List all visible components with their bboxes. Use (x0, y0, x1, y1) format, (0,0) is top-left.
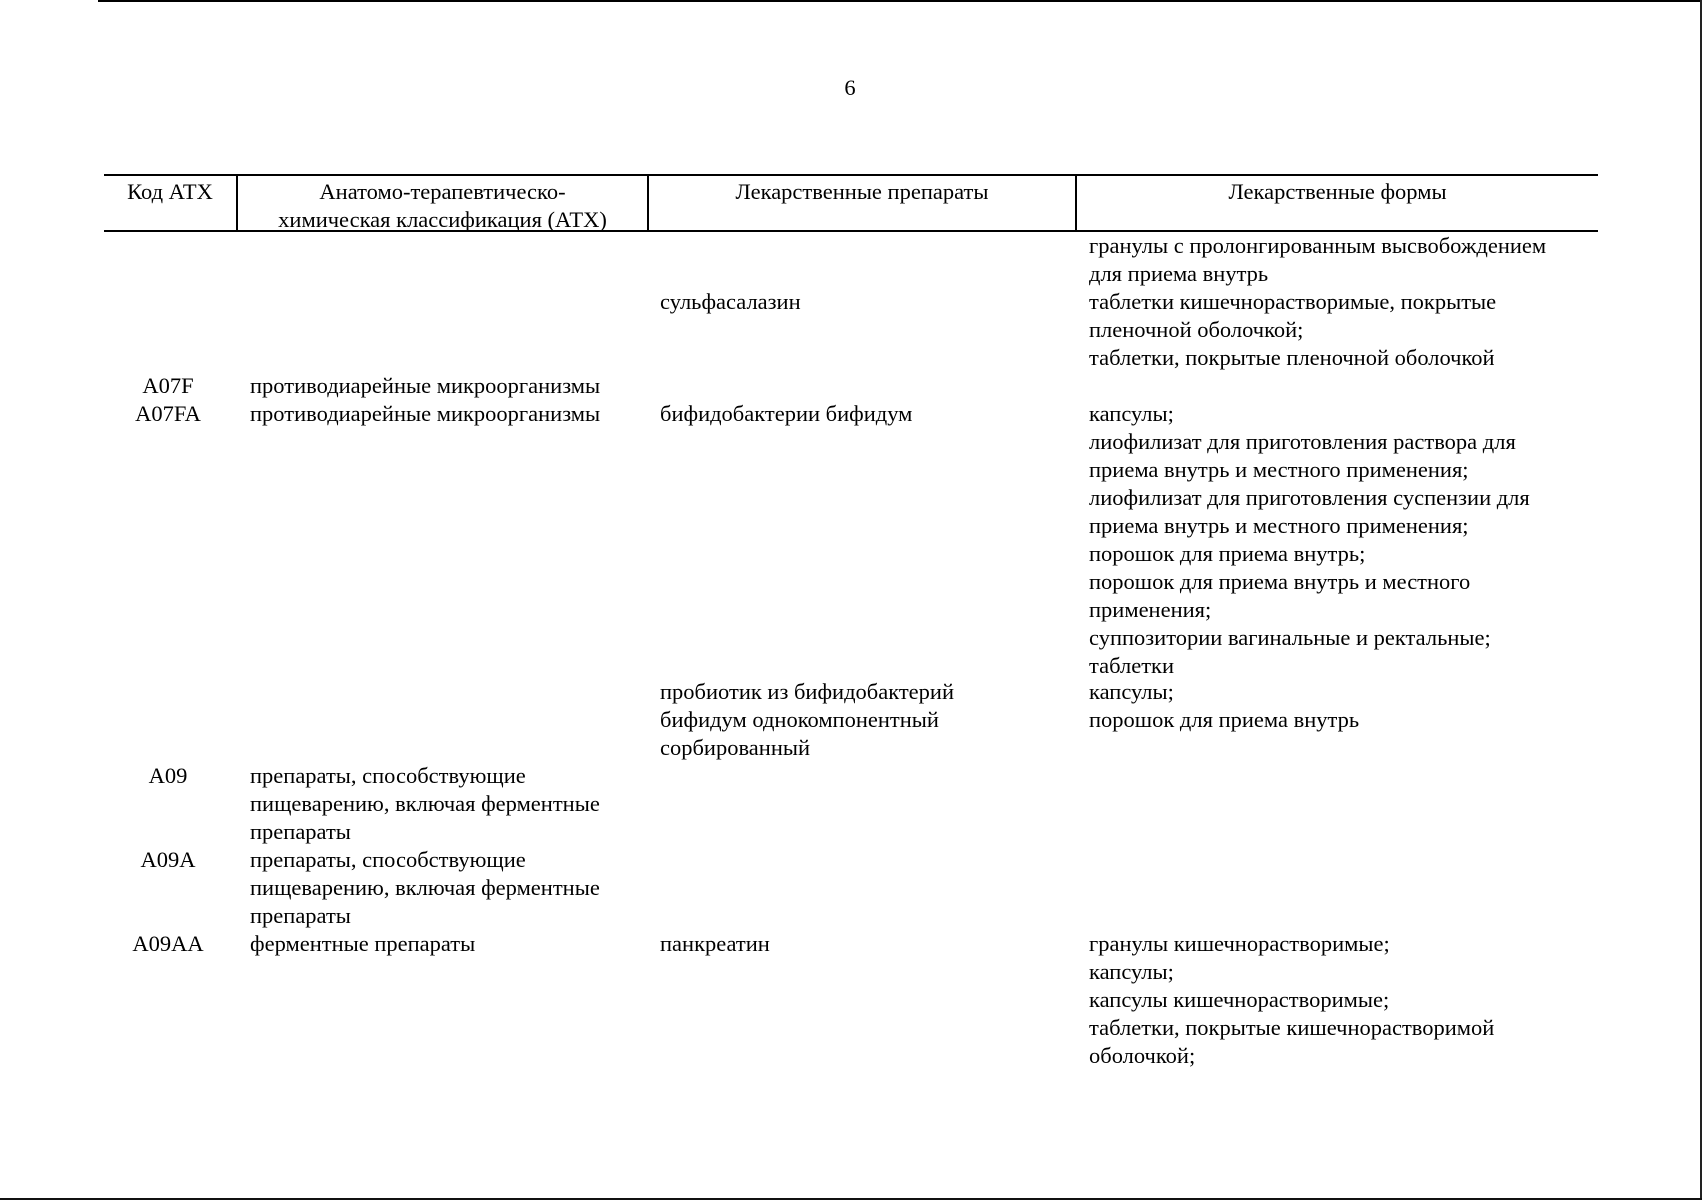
form-line: пленочной оболочкой; (1089, 317, 1304, 342)
class-line: препараты (250, 903, 351, 928)
form-line: капсулы; (1089, 401, 1174, 426)
class-line: препараты (250, 819, 351, 844)
form-line: лиофилизат для приготовления суспензии для (1089, 485, 1530, 510)
form-line: гранулы с пролонгированным высвобождением (1089, 233, 1547, 258)
drug-line: бифидум однокомпонентный (660, 707, 939, 732)
form-line: таблетки, покрытые пленочной оболочкой (1089, 345, 1495, 370)
form-line: капсулы; (1089, 959, 1174, 984)
drug-sulfasalazine: сульфасалазин (660, 289, 801, 314)
form-line: приема внутрь и местного применения; (1089, 457, 1469, 482)
form-line: капсулы кишечнорастворимые; (1089, 987, 1390, 1012)
header-atc-classification-line1: Анатомо-терапевтическо- (319, 179, 566, 204)
atc-code-a09: A09 (148, 763, 188, 788)
drug-pancreatin: панкреатин (660, 931, 770, 956)
form-line: порошок для приема внутрь и местного (1089, 569, 1471, 594)
form-line: порошок для приема внутрь (1089, 707, 1360, 732)
atc-code-a09aa: A09AA (132, 931, 204, 956)
header-atc-classification (238, 178, 647, 234)
page-number: 6 (844, 75, 856, 100)
form-line: приема внутрь и местного применения; (1089, 513, 1469, 538)
drug-line: пробиотик из бифидобактерий (660, 679, 954, 704)
class-line: препараты, способствующие (250, 763, 526, 788)
dosage-forms-sulfasalazine (1089, 232, 1546, 372)
dosage-forms-pancreatin (1089, 930, 1494, 1070)
header-medicines: Лекарственные препараты (735, 179, 989, 204)
form-line: порошок для приема внутрь; (1089, 541, 1366, 566)
form-line: гранулы кишечнорастворимые; (1089, 931, 1390, 956)
header-bottom-rule-col3 (648, 230, 1076, 232)
dosage-forms-probiotic (1089, 678, 1359, 734)
header-dosage-forms: Лекарственные формы (1228, 179, 1447, 204)
header-atc-code: Код АТХ (127, 179, 213, 204)
drug-line: сорбированный (660, 735, 811, 760)
header-atc-classification-line2: химическая классификация (АТХ) (278, 207, 607, 232)
atc-class-a07fa: противодиарейные микроорганизмы (250, 401, 601, 426)
class-line: препараты, способствующие (250, 847, 526, 872)
form-line: капсулы; (1089, 679, 1174, 704)
form-line: суппозитории вагинальные и ректальные; (1089, 625, 1491, 650)
form-line: таблетки, покрытые кишечнорастворимой (1089, 1015, 1495, 1040)
dosage-forms-bifidobacteria-bifidum (1089, 400, 1530, 680)
class-line: пищеварению, включая ферментные (250, 791, 600, 816)
atc-class-a09a (250, 846, 600, 930)
form-line: применения; (1089, 597, 1212, 622)
form-line: для приема внутрь (1089, 261, 1269, 286)
atc-code-a07f: A07F (142, 373, 194, 398)
form-line: таблетки кишечнорастворимые, покрытые (1089, 289, 1497, 314)
form-line: оболочкой; (1089, 1043, 1196, 1068)
atc-code-a09a: A09A (140, 847, 196, 872)
drug-bifidobacteria-bifidum: бифидобактерии бифидум (660, 401, 913, 426)
drug-probiotic-bifidobacteria (660, 678, 954, 762)
header-bottom-rule-col1 (104, 230, 238, 232)
form-line: таблетки (1089, 653, 1175, 678)
atc-class-a09aa: ферментные препараты (250, 931, 476, 956)
atc-code-a07fa: A07FA (135, 401, 201, 426)
atc-class-a07f: противодиарейные микроорганизмы (250, 373, 601, 398)
table-top-rule (104, 174, 1598, 176)
form-line: лиофилизат для приготовления раствора для (1089, 429, 1516, 454)
class-line: пищеварению, включая ферментные (250, 875, 600, 900)
atc-class-a09 (250, 762, 600, 846)
scan-border-top (98, 0, 1702, 2)
